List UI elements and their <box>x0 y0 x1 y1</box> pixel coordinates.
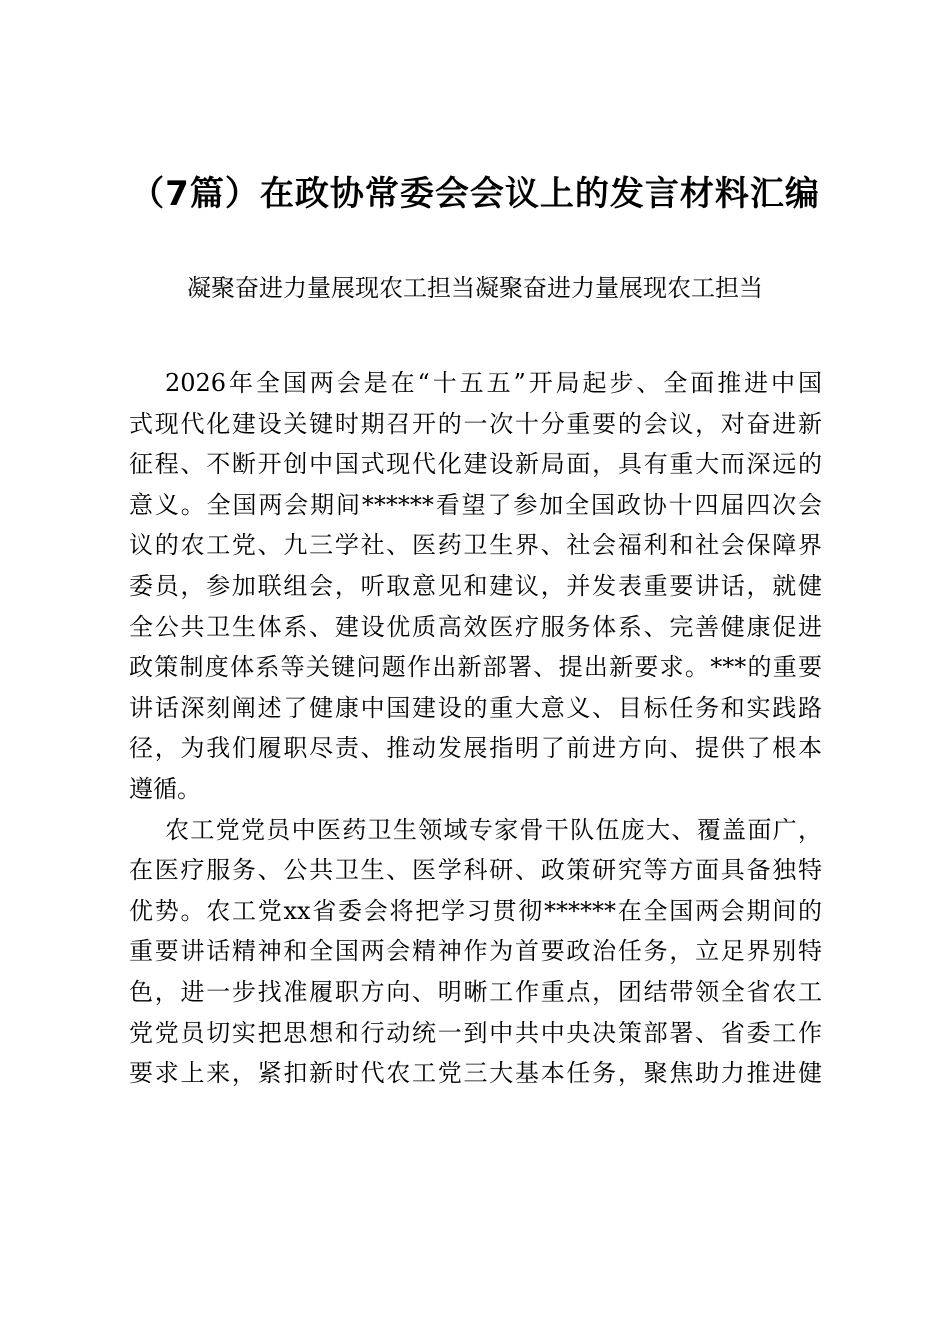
paragraph-line: 意义。全国两会期间******看望了参加全国政协十四届四次会 <box>129 490 822 519</box>
paragraph-line: 在医疗服务、公共卫生、医学科研、政策研究等方面具备独特 <box>129 856 822 885</box>
paragraph-line: 遵循。 <box>129 774 201 803</box>
document-body <box>129 363 822 1094</box>
paragraph-line: 农工党党员中医药卫生领域专家骨干队伍庞大、覆盖面广， <box>165 815 822 844</box>
paragraph-line: 委员，参加联组会，听取意见和建议，并发表重要讲话，就健 <box>129 571 822 600</box>
document-subtitle: 凝聚奋进力量展现农工担当凝聚奋进力量展现农工担当 <box>187 274 763 302</box>
paragraph-line: 党党员切实把思想和行动统一到中共中央决策部署、省委工作 <box>129 1018 822 1047</box>
paragraph-line: 2026年全国两会是在“十五五”开局起步、全面推进中国 <box>165 369 822 397</box>
paragraph-line: 政策制度体系等关键问题作出新部署、提出新要求。***的重要 <box>129 653 822 682</box>
paragraph-2 <box>129 810 822 1094</box>
paragraph-line: 讲话深刻阐述了健康中国建设的重大意义、目标任务和实践路 <box>129 693 822 722</box>
paragraph-line: 色，进一步找准履职方向、明晰工作重点，团结带领全省农工 <box>129 977 822 1006</box>
paragraph-line: 重要讲话精神和全国两会精神作为首要政治任务，立足界别特 <box>129 937 822 966</box>
paragraph-line: 征程、不断开创中国式现代化建设新局面，具有重大而深远的 <box>129 450 822 479</box>
paragraph-line: 议的农工党、九三学社、医药卫生界、社会福利和社会保障界 <box>129 531 822 560</box>
paragraph-1 <box>129 363 822 810</box>
paragraph-line: 径，为我们履职尽责、推动发展指明了前进方向、提供了根本 <box>129 734 822 763</box>
document-title: （7篇）在政协常委会会议上的发言材料汇编 <box>130 174 820 214</box>
paragraph-line: 优势。农工党xx省委会将把学习贯彻******在全国两会期间的 <box>129 896 822 925</box>
paragraph-line: 式现代化建设关键时期召开的一次十分重要的会议，对奋进新 <box>129 409 822 438</box>
paragraph-line: 全公共卫生体系、建设优质高效医疗服务体系、完善健康促进 <box>129 612 822 641</box>
paragraph-line: 要求上来，紧扣新时代农工党三大基本任务，聚焦助力推进健 <box>129 1059 822 1088</box>
